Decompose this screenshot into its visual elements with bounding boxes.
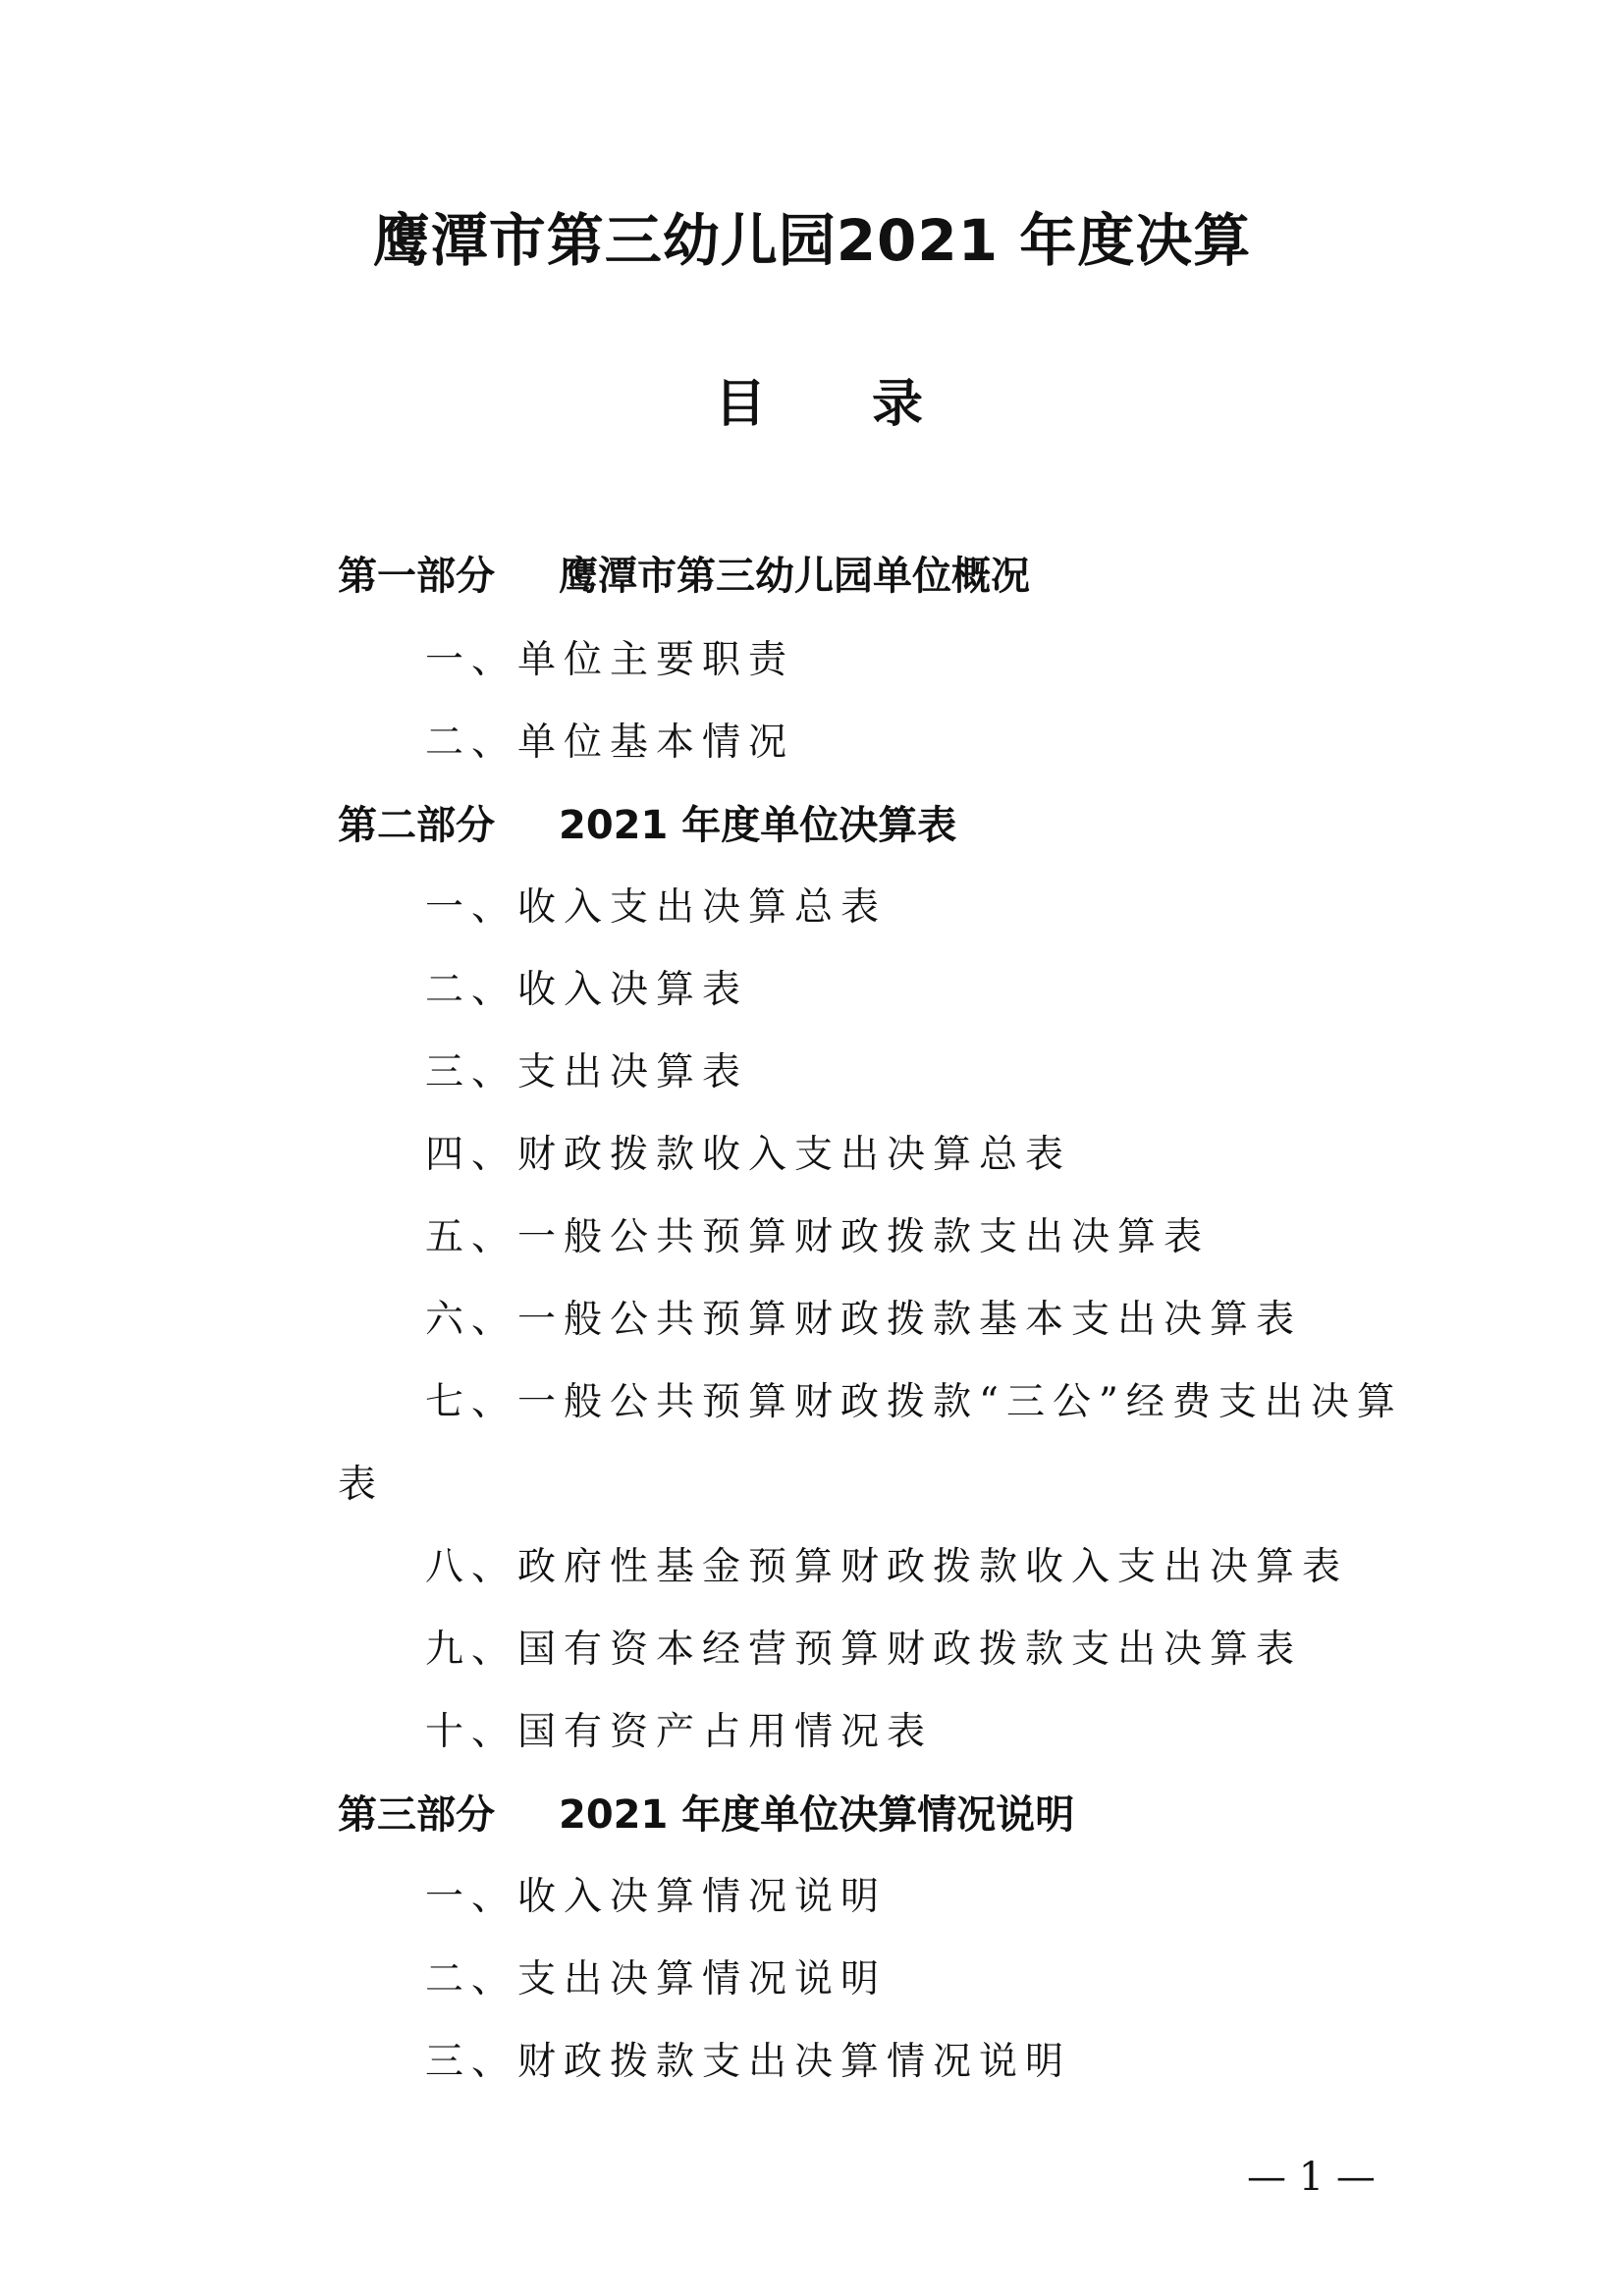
toc-heading-right: 录 (872, 375, 924, 434)
toc-item: 一、收入决算情况说明 (425, 1875, 888, 1919)
part-title: 2021 年度单位决算情况说明 (559, 1792, 1075, 1838)
toc-item: 五、一般公共预算财政拨款支出决算表 (425, 1215, 1211, 1259)
toc-item: 三、财政拨款支出决算情况说明 (425, 2040, 1072, 2084)
toc-item: 四、财政拨款收入支出决算总表 (425, 1133, 1072, 1177)
toc-item: 六、一般公共预算财政拨款基本支出决算表 (425, 1298, 1303, 1342)
toc-part-2 (338, 796, 956, 855)
toc-item: 十、国有资产占用情况表 (425, 1710, 934, 1754)
toc-part-3 (338, 1786, 1074, 1844)
toc-item-wrap: 表 (338, 1463, 377, 1507)
toc-item: 九、国有资本经营预算财政拨款支出决算表 (425, 1628, 1303, 1672)
part-number: 第一部分 (338, 554, 495, 599)
toc-item: 二、收入决算表 (425, 968, 749, 1012)
toc-item: 八、政府性基金预算财政拨款收入支出决算表 (425, 1545, 1349, 1589)
toc-part-1 (338, 547, 1030, 606)
part-title: 2021 年度单位决算表 (559, 803, 957, 848)
toc-item: 三、支出决算表 (425, 1050, 749, 1095)
part-number: 第三部分 (338, 1792, 495, 1838)
toc-heading-left: 目 (715, 375, 767, 434)
toc-item: 二、单位基本情况 (425, 721, 795, 765)
toc-item: 一、单位主要职责 (425, 638, 795, 682)
part-title: 鹰潭市第三幼儿园单位概况 (559, 554, 1030, 599)
part-number: 第二部分 (338, 803, 495, 848)
document-title: 鹰潭市第三幼儿园2021 年度决算 (372, 207, 1252, 274)
page-number: — 1 — (1247, 2155, 1376, 2200)
toc-item: 二、支出决算情况说明 (425, 1957, 888, 2002)
toc-item: 一、收入支出决算总表 (425, 885, 888, 930)
toc-item: 七、一般公共预算财政拨款“三公”经费支出决算 (425, 1380, 1403, 1424)
